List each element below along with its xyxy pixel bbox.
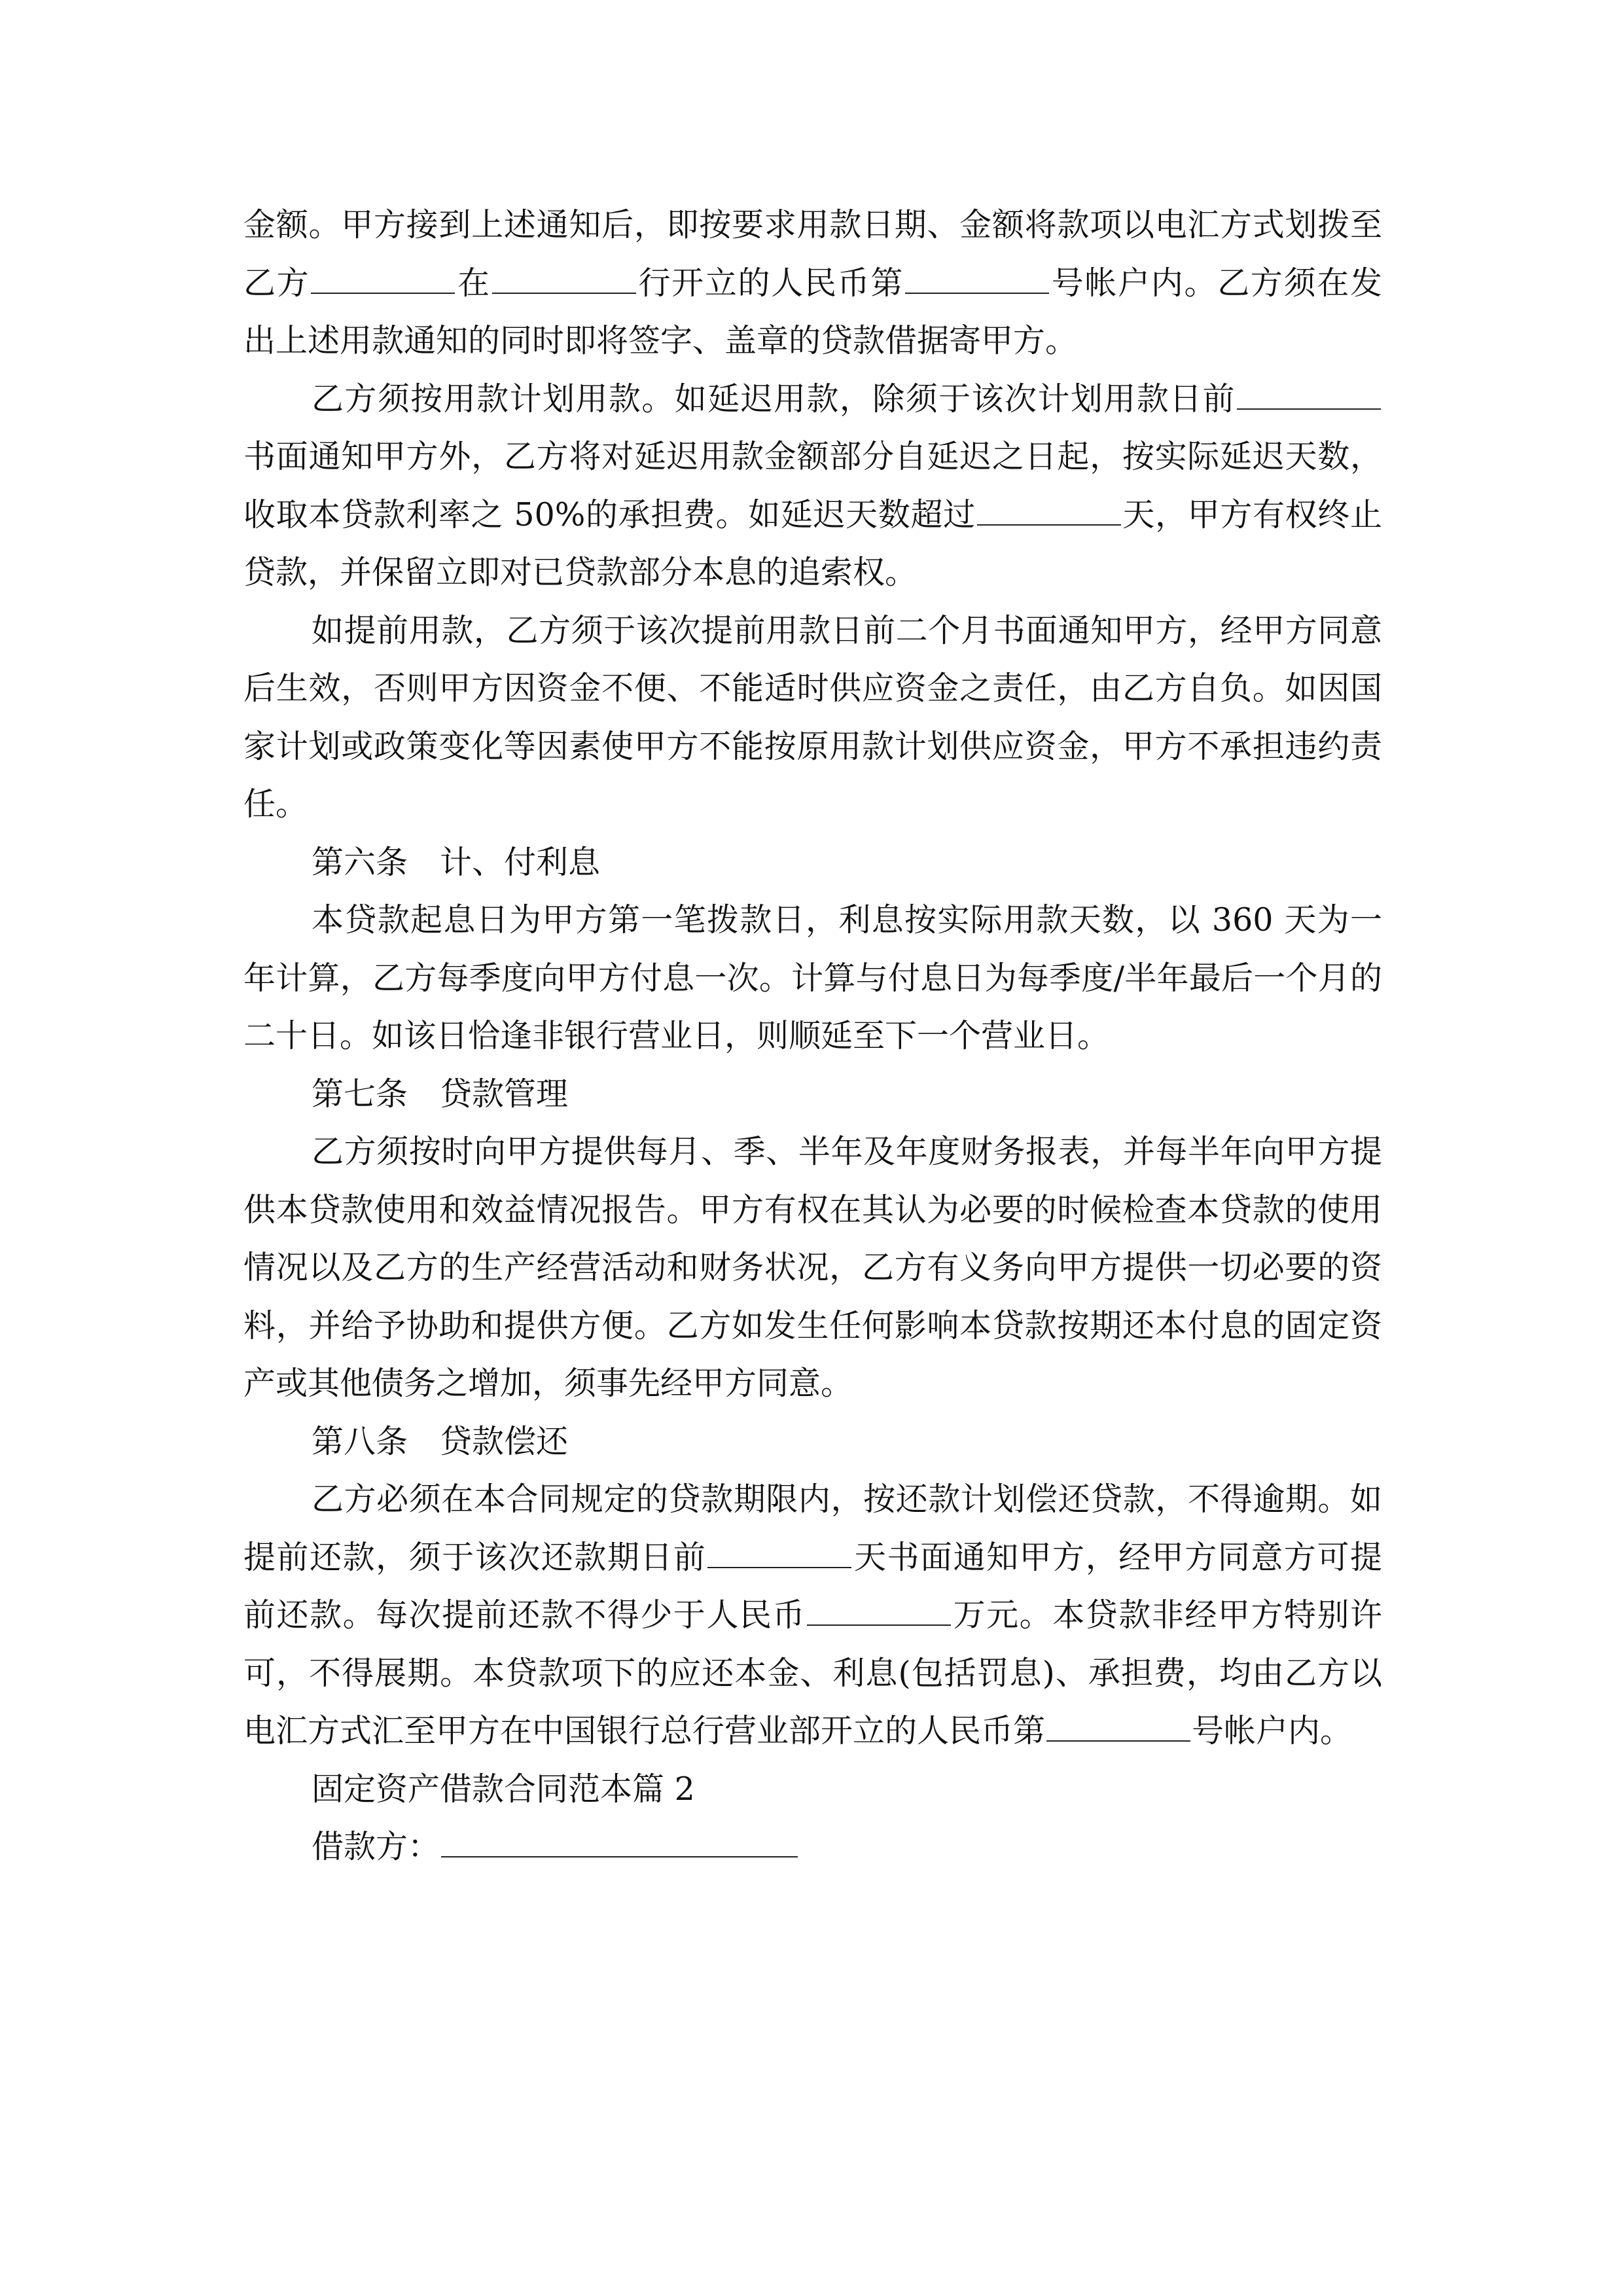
paragraph-loan-management: 乙方须按时向甲方提供每月、季、半年及年度财务报表，并每半年向甲方提供本贷款使用和效益情况报告。甲方有权在其认为必要的时候检查本贷款的使用情况以及乙方的生产经营活动和财务状况，乙方有义务向甲方提供一切必要的资料，并给予协助和提供方便。乙方如发生任何影响本贷款按期还本付息的固定资产或其他债务之增加，须事先经甲方同意。 bbox=[243, 1133, 1382, 1402]
blank-line bbox=[492, 266, 636, 294]
article-6-heading: 第六条 计、付利息 bbox=[312, 843, 601, 881]
blank-line bbox=[1237, 382, 1381, 410]
blank-line bbox=[311, 266, 455, 294]
blank-line bbox=[1046, 1714, 1190, 1742]
paragraph-continuation: 金额。甲方接到上述通知后，即按要求用款日期、金额将款项以电汇方式划拨至乙方 在 行开立的人民币第 号帐户内。乙方须在发出上述用款通知的同时即将签字、盖章的贷款借据寄甲方。 bbox=[243, 206, 1382, 359]
blank-line bbox=[977, 498, 1121, 526]
blank-line bbox=[905, 266, 1049, 294]
paragraph-early-use: 如提前用款，乙方须于该次提前用款日前二个月书面通知甲方，经甲方同意后生效，否则甲方因资金不便、不能适时供应资金之责任，由乙方自负。如因国家计划或政策变化等因素使甲方不能按原用款计划供应资金，甲方不承担违约责任。 bbox=[243, 611, 1382, 823]
borrower-line: 借款方： bbox=[243, 1818, 1382, 1876]
blank-line bbox=[807, 1598, 951, 1626]
paragraph-interest: 本贷款起息日为甲方第一笔拨款日，利息按实际用款天数，以 360 天为一年计算，乙方每季度向甲方付息一次。计算与付息日为每季度/半年最后一个月的二十日。如该日恰逢非银行营业日，则顺延至下一个营业日。 bbox=[243, 901, 1382, 1054]
section-title: 固定资产借款合同范本篇 2 bbox=[312, 1770, 695, 1808]
document-body bbox=[243, 196, 1382, 1876]
blank-line bbox=[707, 1541, 851, 1568]
paragraph-repayment: 乙方必须在本合同规定的贷款期限内，按还款计划偿还贷款，不得逾期。如提前还款，须于该次还款期日前 天书面通知甲方，经甲方同意方可提前还款。每次提前还款不得少于人民币 万元。本贷款非经甲方特别许可，不得展期。本贷款项下的应还本金、利息(包括罚息)、承担费，均由乙方以电汇方式汇至甲方在中国银行总行营业部开立的人民币第 号帐户内。 bbox=[243, 1480, 1382, 1749]
article-8-heading: 第八条 贷款偿还 bbox=[312, 1422, 569, 1460]
paragraph-delayed-use: 乙方须按用款计划用款。如延迟用款，除须于该次计划用款日前书面通知甲方外，乙方将对延迟用款金额部分自延迟之日起，按实际延迟天数，收取本贷款利率之 50%的承担费。如延迟天数超过 天，甲方有权终止贷款，并保留立即对已贷款部分本息的追索权。 bbox=[243, 380, 1382, 591]
article-7-heading: 第七条 贷款管理 bbox=[312, 1075, 569, 1113]
borrower-blank bbox=[441, 1830, 798, 1857]
